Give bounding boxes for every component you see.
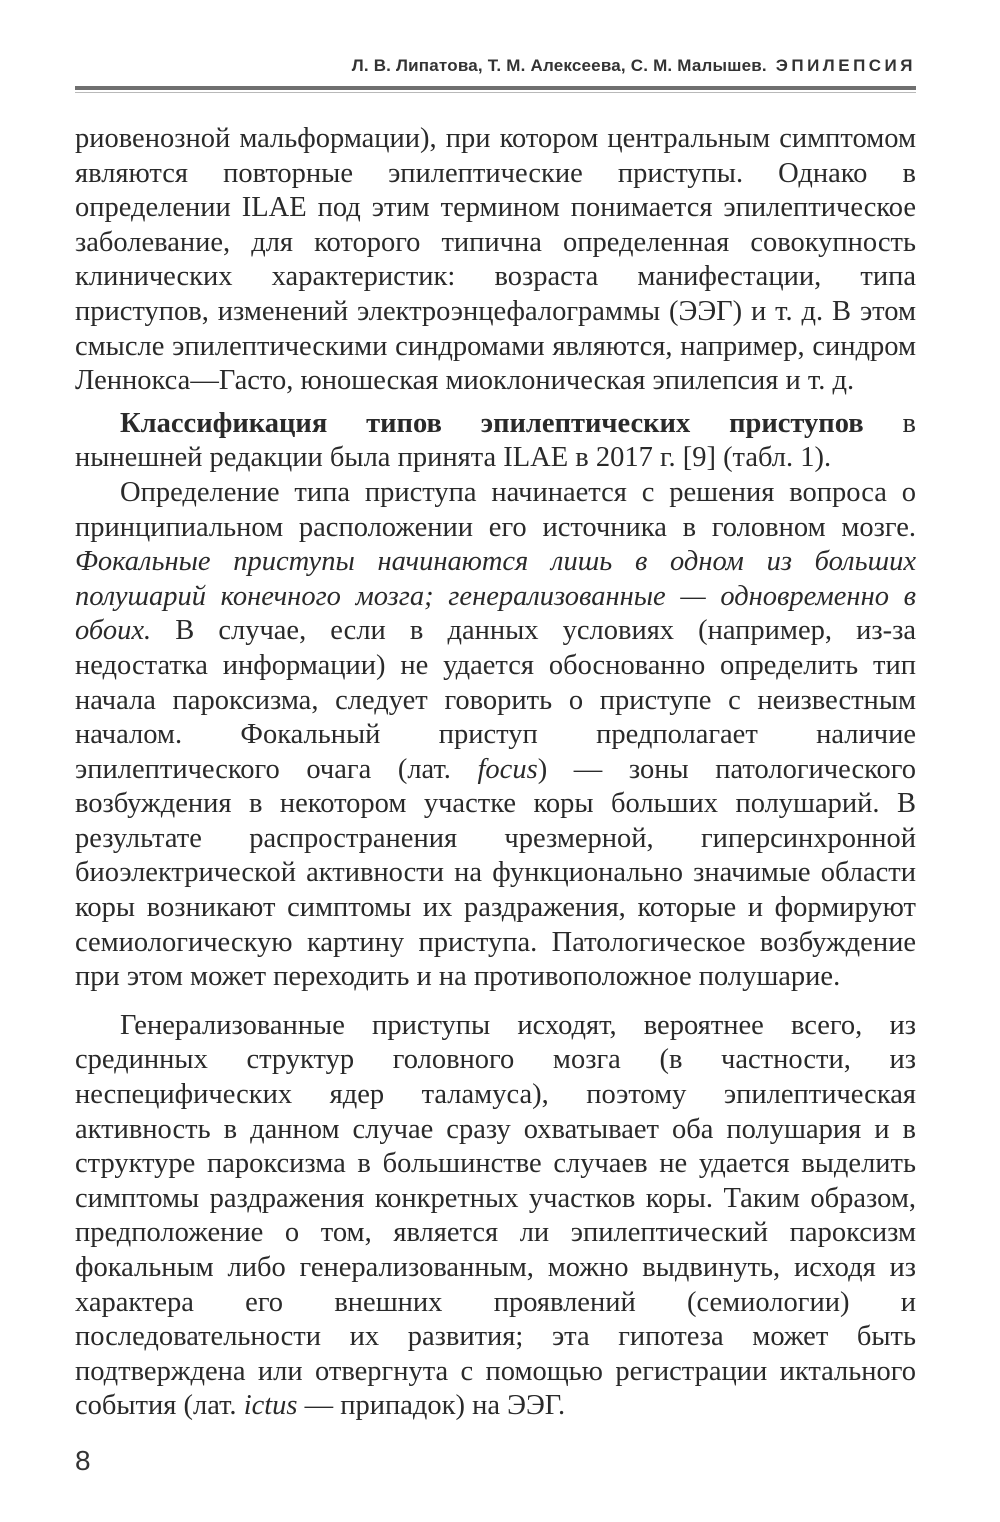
- paragraph-3-italic-definition: Фокальные приступы начинаются лишь в одном из больших полушарий конечного мозга; генерализованные — одновременно в обоих.: [75, 546, 916, 647]
- paragraph-1: [75, 122, 916, 399]
- paragraph-2-text: в нынешней редакции была принята ILAE в 2017 г. [9] (табл. 1).: [75, 407, 916, 474]
- term-ictus: ictus: [243, 1390, 298, 1422]
- running-head: [75, 56, 916, 76]
- page-number: 8: [75, 1445, 91, 1476]
- paragraph-4-start: Генерализованные приступы исходят, вероятнее всего, из срединных структур головного мозга (в частности, из неспецифических ядер таламуса), поэтому эпилептическая активность в данном случае сразу охватывает оба полушария и в структуре пароксизма в большинстве случаев не удается выделить симптомы раздражения конкретных участков коры. Таким образом, предположение о том, является ли эпилептический пароксизм фокальным либо генерализованным, можно выдвинуть, исходя из характера его внешних проявлений (семиологии) и последовательности их развития; эта гипотеза может быть подтверждена или отвергнута с помощью регистрации иктального события (лат.: [75, 1009, 916, 1422]
- paragraph-3-middle: В случае, если в данных условиях (например, из-за недостатка информации) не удается обоснованно определить тип начала пароксизма, следует говорить о приступе с неизвестным началом. Фокальный приступ предполагает наличие эпилептического очага (лат.: [75, 615, 916, 785]
- paragraph-4: [75, 1009, 916, 1424]
- header-rule: [75, 86, 916, 90]
- paragraph-1-text: риовенозной мальформации), при котором центральным симптомом являются повторные эпилептические приступы. Однако в определении ILAE под этим термином понимается эпилептическое заболевание, для которого типична определенная совокупность клинических характеристик: возраста манифестации, типа приступов, изменений электроэнцефалограммы (ЭЭГ) и т. д. В этом смысле эпилептическими синдромами являются, например, синдром Леннокса—Гасто, юношеская миоклоническая эпилепсия и т. д.: [75, 123, 916, 397]
- paragraph-2: [75, 407, 916, 476]
- paragraph-3-start: Определение типа приступа начинается с решения вопроса о принципиальном расположении его источника в головном мозге.: [75, 476, 916, 543]
- term-focus: focus: [477, 753, 538, 785]
- header-book-title: ЭПИЛЕПСИЯ: [775, 56, 916, 75]
- header-rule-thin: [75, 92, 916, 93]
- paragraph-3-end: ) — зоны патологического возбуждения в некотором участке коры больших полушарий. В результате распространения чрезмерной, гиперсинхронной биоэлектрической активности на функционально значимые области коры возникают симптомы их раздражения, которые и формируют семиологическую картину приступа. Патологическое возбуждение при этом может переходить и на противоположное полушарие.: [75, 753, 916, 993]
- paragraph-3: [75, 476, 916, 995]
- page-body: [75, 122, 916, 1424]
- header-authors: Л. В. Липатова, Т. М. Алексеева, С. М. Малышев.: [351, 56, 767, 75]
- classification-heading: Классификация типов эпилептических приступов: [120, 407, 864, 439]
- paragraph-4-end: — припадок) на ЭЭГ.: [297, 1390, 566, 1422]
